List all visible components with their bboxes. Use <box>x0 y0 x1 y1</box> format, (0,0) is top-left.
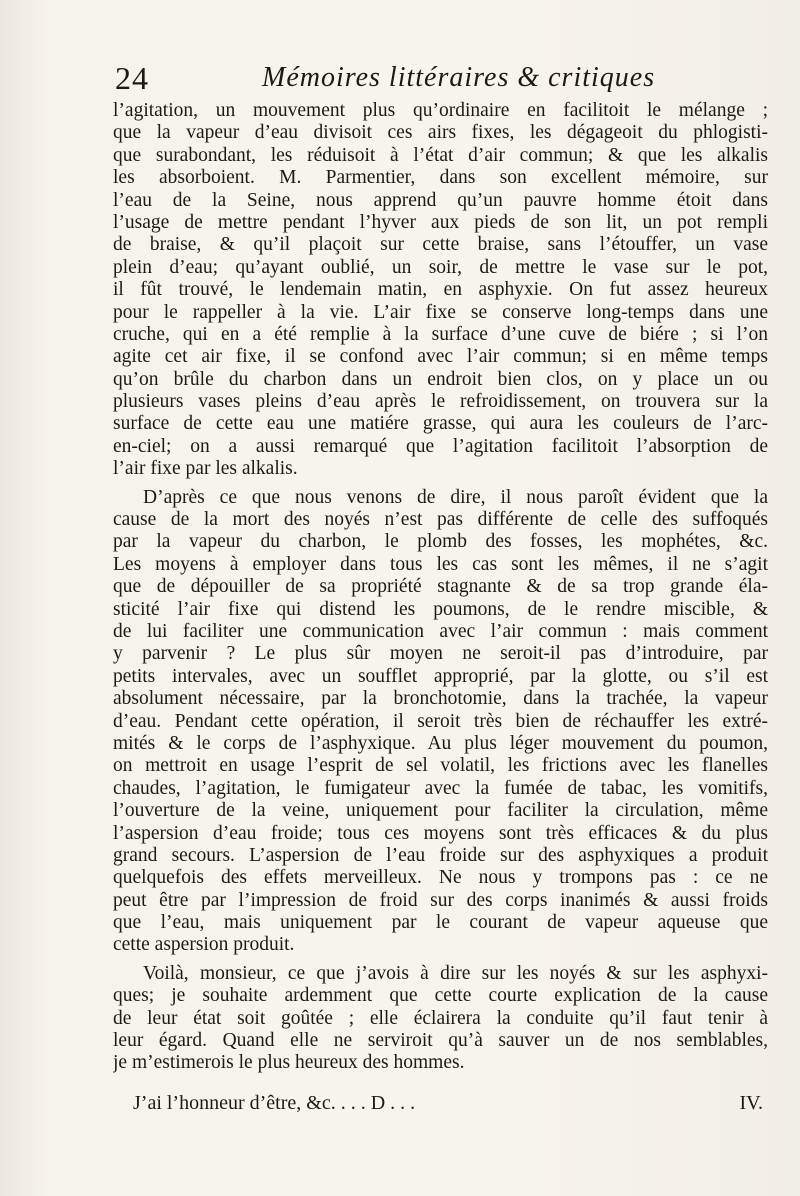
closing-line <box>133 1092 763 1122</box>
text-line: plusieurs vases pleins d’eau après le refroidissement, on trouvera sur la <box>113 391 768 413</box>
page-header <box>112 60 792 100</box>
text-line: que de dépouiller de sa propriété stagnante & de sa trop grande éla- <box>113 576 768 598</box>
text-line: il fût trouvé, le lendemain matin, en asphyxie. On fut assez heureux <box>113 279 768 301</box>
text-line: que surabondant, les réduisoit à l’état d’air commun; & que les alkalis <box>113 144 768 166</box>
text-line: on mettroit en usage l’esprit de sel volatil, les frictions avec les flanelles <box>113 755 768 777</box>
text-line: surface de cette eau une matiére grasse, qui aura les couleurs de l’arc- <box>113 413 768 435</box>
text-line: grand secours. L’aspersion de l’eau froide sur des asphyxiques a produit <box>113 844 768 866</box>
text-line: mités & le corps de l’asphyxique. Au plus léger mouvement du poumon, <box>113 732 768 754</box>
text-line: l’aspersion d’eau froide; tous ces moyens sont très efficaces & du plus <box>113 822 768 844</box>
text-line: peut être par l’impression de froid sur des corps inanimés & aussi froids <box>113 889 768 911</box>
text-line: Les moyens à employer dans tous les cas sont les mêmes, il ne s’agit <box>113 553 768 575</box>
text-line: Voilà, monsieur, ce que j’avois à dire sur les noyés & sur les asphyxi- <box>143 962 768 984</box>
text-line: l’agitation, un mouvement plus qu’ordinaire en facilitoit le mélange ; <box>113 100 768 121</box>
text-line: ques; je souhaite ardemment que cette courte explication de la cause <box>113 985 768 1007</box>
text-line: quelquefois des effets merveilleux. Ne nous y trompons pas : ce ne <box>113 867 768 889</box>
text-line: en-ciel; on a aussi remarqué que l’agitation facilitoit l’absorption de <box>113 435 768 457</box>
text-line: d’eau. Pendant cette opération, il seroit très bien de réchauffer les extré- <box>113 710 768 732</box>
text-line: agite cet air fixe, il se confond avec l’air commun; si en même temps <box>113 346 768 368</box>
text-line: l’usage de mettre pendant l’hyver aux pieds de son lit, un pot rempli <box>113 211 768 233</box>
text-line: qu’on brûle du charbon dans un endroit bien clos, on y place un ou <box>113 368 768 390</box>
text-line: y parvenir ? Le plus sûr moyen ne seroit-il pas d’introduire, par <box>113 643 768 665</box>
text-line: que la vapeur d’eau divisoit ces airs fixes, les dégageoit du phlogisti- <box>113 122 768 144</box>
text-line: plein d’eau; qu’ayant oublié, un soir, de mettre le vase sur le pot, <box>113 256 768 278</box>
text-line: l’ouverture de la veine, uniquement pour faciliter la circulation, même <box>113 800 768 822</box>
text-line: de lui faciliter une communication avec l’air commun : mais comment <box>113 620 768 642</box>
body-text <box>113 100 768 1075</box>
text-line: pour le rappeller à la vie. L’air fixe se conserve long-temps dans une <box>113 301 768 323</box>
running-head: Mémoires littéraires & critiques <box>262 62 656 93</box>
text-line: l’eau de la Seine, nous apprend qu’un pauvre homme étoit dans <box>113 189 768 211</box>
text-line: de leur état soit goûtée ; elle éclairera la conduite qu’il faut tenir à <box>113 1007 768 1029</box>
text-line: de braise, & qu’il plaçoit sur cette braise, sans l’étouffer, un vase <box>113 234 768 256</box>
closing-text: J’ai l’honneur d’être, &c. . . . D . . . <box>133 1092 416 1114</box>
text-line: cette aspersion produit. <box>113 934 295 956</box>
text-line: leur égard. Quand elle ne serviroit qu’à sauver un de nos semblables, <box>113 1030 768 1052</box>
text-line: l’air fixe par les alkalis. <box>113 458 298 480</box>
text-line: que l’eau, mais uniquement par le courant de vapeur aqueuse que <box>113 912 768 934</box>
text-line: chaudes, l’agitation, le fumigateur avec la fumée de tabac, les vomitifs, <box>113 777 768 799</box>
text-line: D’après ce que nous venons de dire, il nous paroît évident que la <box>143 486 768 508</box>
text-line: petits intervales, avec un soufflet approprié, par la glotte, ou s’il est <box>113 665 768 687</box>
text-line: je m’estimerois le plus heureux des hommes. <box>113 1052 465 1074</box>
text-line: absolument nécessaire, par la bronchotomie, dans la trachée, la vapeur <box>113 688 768 710</box>
letter-number: IV. <box>739 1092 763 1114</box>
text-line: cause de la mort des noyés n’est pas différente de celle des suffoqués <box>113 509 768 531</box>
text-line: les absorboient. M. Parmentier, dans son excellent mémoire, sur <box>113 167 768 189</box>
page-number: 24 <box>115 60 149 96</box>
text-line: cruche, qui en a été remplie à la surface d’une cuve de biére ; si l’on <box>113 323 768 345</box>
text-line: sticité l’air fixe qui distend les poumons, de le rendre miscible, & <box>113 598 768 620</box>
text-line: par la vapeur du charbon, le plomb des fosses, les mophétes, &c. <box>113 531 768 553</box>
